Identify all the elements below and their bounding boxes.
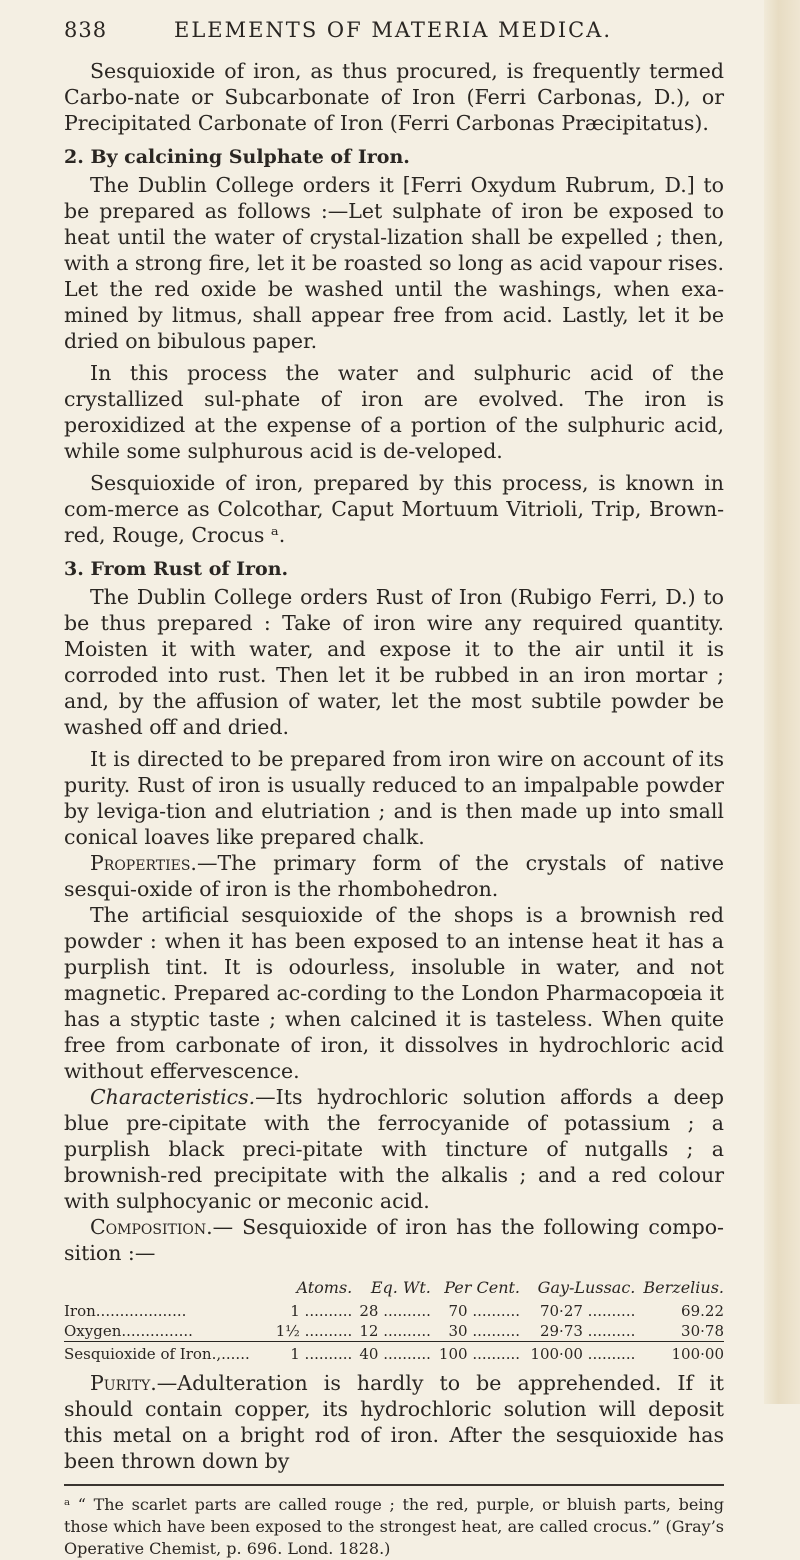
footnote: ᵃ “ The scarlet parts are called rouge ; the red, purple, or bluish parts, being those which have been exposed to the strongest heat, are called crocus.” (Gray’s Operative Chemist, p. 696. Lond. 1828.) [64,1495,724,1558]
paragraph-artificial: The artificial sesquioxide of the shops is a brownish red powder : when it has been exposed to an intense heat it has a purplish tint. It is odourless, insoluble in water, and not magnetic. Prepared ac-cording to the London Pharmacopœia it has a styptic taste ; when calcined it is tasteless. When quite free from carbonate of iron, it dissolves in hydrochloric acid without effervescence. [64,903,724,1083]
section-heading-rust: 3. From Rust of Iron. [64,558,289,580]
composition-header-row [64,1278,724,1301]
col-header-substance [64,1278,268,1301]
footnote-divider [64,1484,724,1486]
paragraph-characteristics [64,1084,724,1214]
characteristics-text: —Its hydrochloric solution affords a deep blue pre-cipitate with the ferrocyanide of potassium ; a purplish black preci-pitate with tincture of nutgalls ; a brownish-red precipitate with the alkalis ; and a red colour with sulphocyanic or meconic acid. [64,1085,724,1213]
table-cell: Iron................... [64,1302,187,1320]
composition-text: — Sesquioxide of iron has the following compo-sition :— [64,1215,724,1265]
table-cell: 30·78 [681,1322,724,1340]
col-header-gay-lussac: Gay-Lussac. [537,1278,636,1297]
paragraph-purity-wire: It is directed to be prepared from iron wire on account of its purity. Rust of iron is usually reduced to an impalpable powder by leviga-tion and elutriation ; and is then made up into small conical loaves like prepared chalk. [64,747,724,849]
characteristics-heading: Characteristics. [90,1085,256,1109]
table-cell: 12 .......... [359,1322,431,1340]
table-cell: 70·27 .......... [539,1302,636,1320]
composition-table [64,1278,724,1364]
paragraph-carbonate: Sesquioxide of iron, as thus procured, is frequently termed Carbo-nate or Subcarbonate of Iron (Ferri Carbonas, D.), or Precipitated Carbonate of Iron (Ferri Carbonas Præcipitatus). [64,59,724,135]
table-cell: 1 .......... [290,1302,353,1320]
table-cell: 30 .......... [448,1322,521,1340]
table-cell: 100·00 .......... [520,1342,635,1365]
table-row-iron [64,1301,724,1321]
table-cell: 70 .......... [448,1302,521,1320]
purity-text: —Adulteration is hardly to be apprehended. If it should contain copper, its hydrochloric solution will deposit this metal on a bright rod of iron. After the sesquioxide has been thrown down by [64,1371,724,1473]
table-cell: Oxygen............... [64,1322,193,1340]
paragraph-dublin-calcining: The Dublin College orders it [Ferri Oxydum Rubrum, D.] to be prepared as follows :—Let sulphate of iron be exposed to heat until the water of crystal-lization shall be expelled ; then, with a strong fire, let it be roasted so long as acid vapour rises. Let the red oxide be washed until the washings, when exa-mined by litmus, shall appear free from acid. Lastly, let it be dried on bibulous paper. [64,173,724,353]
paragraph-dublin-rust: The Dublin College orders Rust of Iron (Rubigo Ferri, D.) to be thus prepared : Take of iron wire any required quantity. Moisten it with water, and expose it to the air until it is corroded into rust. Then let it be rubbed in an iron mortar ; and, by the affusion of water, let the most subtile powder be washed off and dried. [64,585,724,739]
table-cell: 1½ .......... [275,1322,353,1340]
paragraph-composition [64,1214,724,1266]
table-cell: 29·73 .......... [539,1322,636,1340]
table-cell: 69.22 [681,1302,724,1320]
table-cell: 1 .......... [268,1342,352,1365]
paragraph-process: In this process the water and sulphuric acid of the crystallized sul-phate of iron are evolved. The iron is peroxidized at the expense of a portion of the sulphuric acid, while some sulphurous acid is de-veloped. [64,361,724,463]
page-number: 838 [64,18,108,42]
book-page [64,18,724,1560]
table-cell: Sesquioxide of Iron.,...... [64,1342,268,1365]
table-cell: 40 .......... [352,1342,431,1365]
section-heading-calcining: 2. By calcining Sulphate of Iron. [64,146,410,168]
table-cell: 100 .......... [431,1342,520,1365]
table-cell: 100·00 [635,1342,724,1365]
table-row-total [64,1342,724,1365]
col-header-per-cent: Per Cent. [444,1278,521,1297]
paragraph-colcothar: Sesquioxide of iron, prepared by this process, is known in com-merce as Colcothar, Caput Mortuum Vitrioli, Trip, Brown-red, Rouge, Crocus ᵃ. [64,471,724,547]
table-cell: 28 .......... [359,1302,431,1320]
col-header-eq-wt: Eq. Wt. [370,1278,431,1297]
running-header [64,18,724,58]
paragraph-purity [64,1370,724,1474]
properties-heading: Properties. [90,851,197,875]
composition-heading: Composition. [90,1215,213,1239]
table-row-oxygen [64,1321,724,1342]
page-edge-shadow [764,0,800,1404]
paragraph-properties [64,850,724,902]
col-header-berzelius: Berzelius. [643,1278,724,1297]
properties-text: —The primary form of the crystals of native sesqui-oxide of iron is the rhombohedron. [64,851,724,901]
col-header-atoms: Atoms. [296,1278,353,1297]
purity-heading: Purity. [90,1371,157,1395]
running-title: ELEMENTS OF MATERIA MEDICA. [174,18,613,42]
